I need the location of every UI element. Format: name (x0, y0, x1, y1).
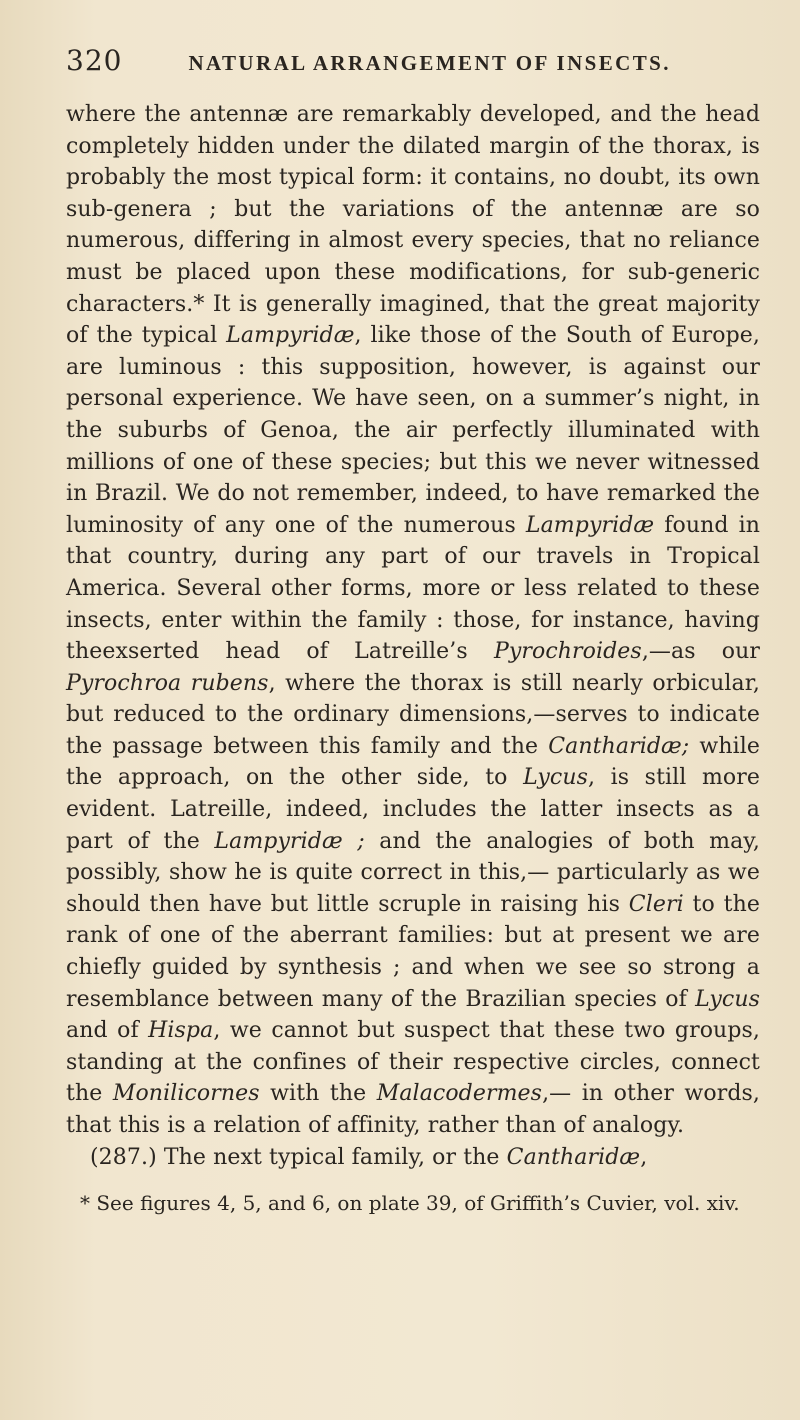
paragraph-lampyridae: where the antennæ are remarkably developed, and the head completely hidden under the dilated margin of the thorax, is probably the most typical form: it contains, no doubt, its own sub-genera ; but the variations of the antennæ are so numerous, differing in almost every species, that no reliance must be placed upon these modifications, for sub-generic characters.* It is generally imagined, that the great majority of the typical Lampyridæ, like those of the South of Europe, are luminous : this supposition, however, is against our personal experience. We have seen, on a summer’s night, in the suburbs of Genoa, the air perfectly illuminated with millions of one of these species; but this we never witnessed in Brazil. We do not remember, indeed, to have remarked the luminosity of any one of the numerous Lampyridæ found in that country, during any part of our travels in Tropical America. Several other forms, more or less related to these insects, enter within the family : those, for instance, having theexserted head of Latreille’s Pyrochroides,—as our Pyrochroa rubens, where the thorax is still nearly orbicular, but reduced to the ordinary dimensions,—serves to indicate the passage between this family and the Cantharidæ; while the approach, on the other side, to Lycus, is still more evident. Latreille, indeed, includes the latter insects as a part of the Lampyridæ ; and the analogies of both may, possibly, show he is quite correct in this,— particularly as we should then have but little scruple in raising his Cleri to the rank of one of the aberrant families: but at present we are chiefly guided by synthesis ; and when we see so strong a resemblance between many of the Brazilian species of Lycus and of Hispa, we cannot but suspect that these two groups, standing at the confines of their respective circles, connect the Monilicornes with the Malacodermes,— in other words, that this is a relation of affinity, rather than of analogy. (66, 102, 761, 1138)
page-header (66, 44, 760, 77)
body-text (66, 99, 760, 1173)
page-number: 320 (66, 44, 123, 77)
paragraph-287: (287.) The next typical family, or the Cantharidæ, (90, 1144, 648, 1170)
footnote: * See figures 4, 5, and 6, on plate 39, of Griffith’s Cuvier, vol. xiv. (80, 1191, 740, 1216)
running-title: NATURAL ARRANGEMENT OF INSECTS. (188, 51, 671, 75)
